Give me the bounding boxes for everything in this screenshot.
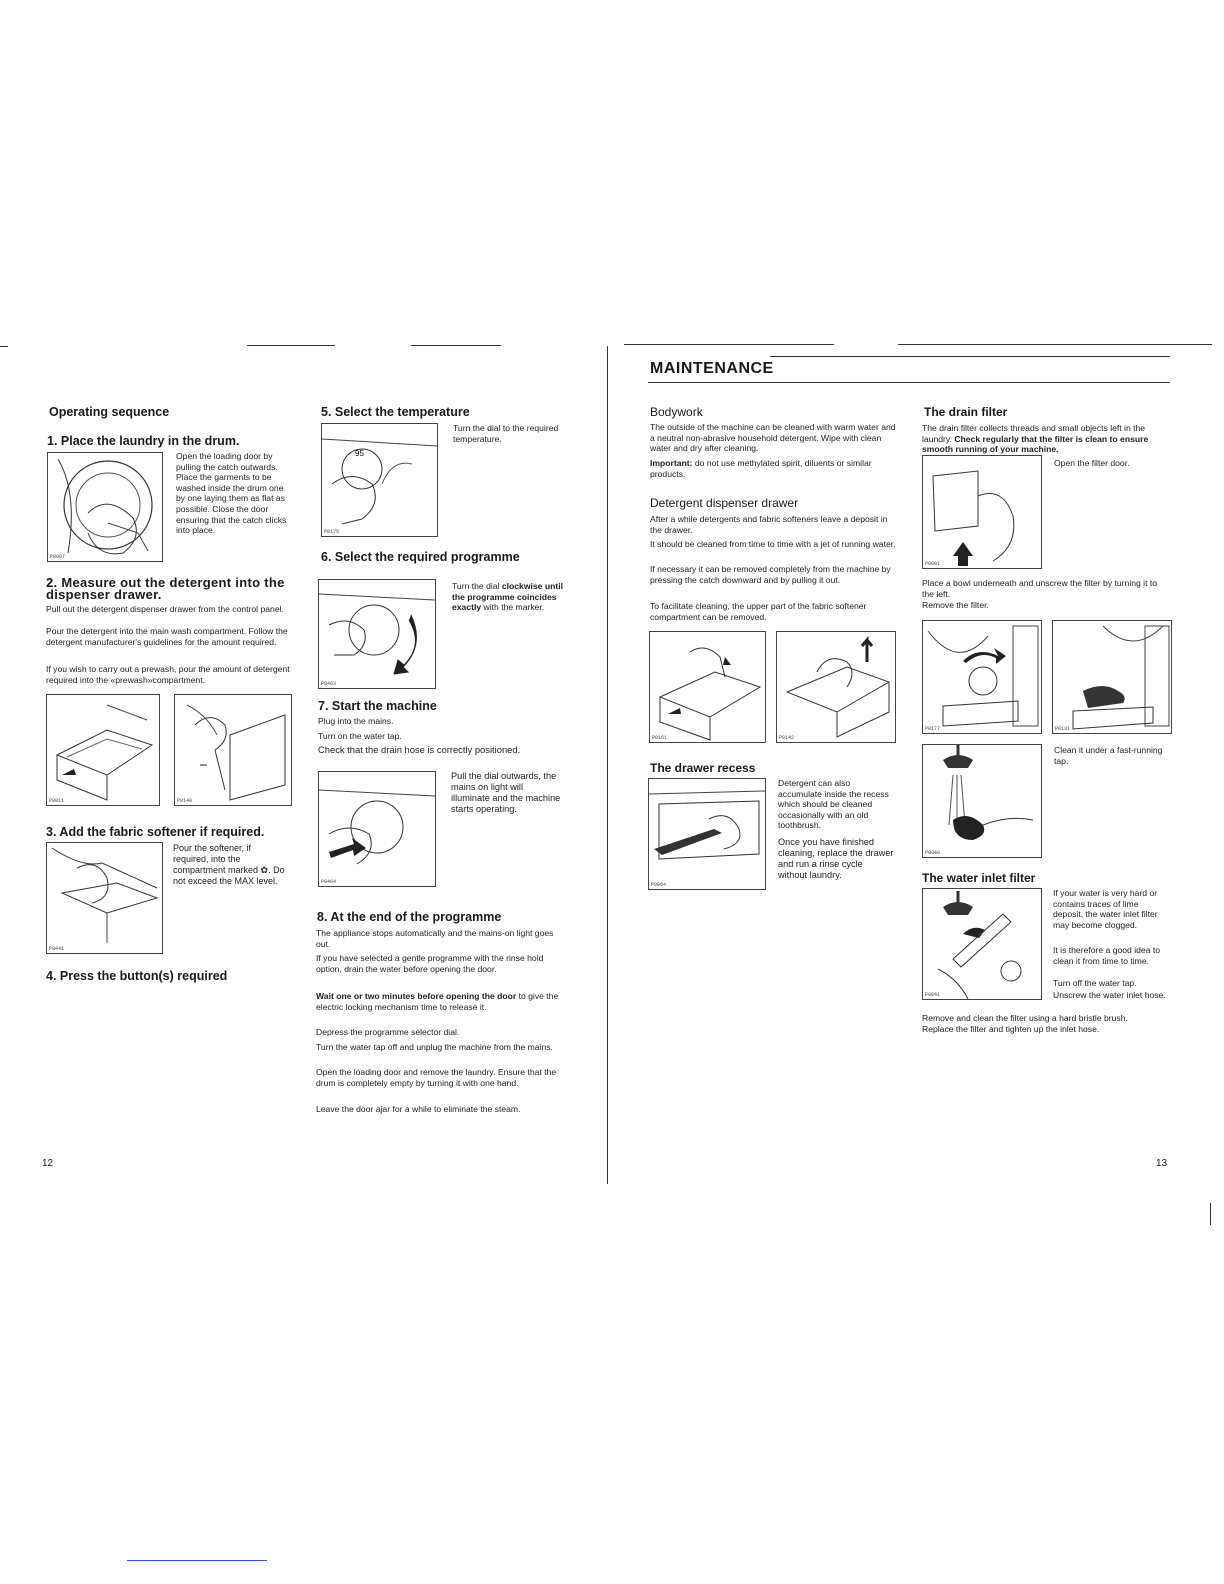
center-gutter-line	[607, 346, 608, 1184]
figure-code: P0064	[651, 882, 667, 888]
inlet-filter-heading: The water inlet filter	[922, 871, 1036, 885]
step8-text-5: Turn the water tap off and unplug the machine from the mains.	[316, 1042, 553, 1052]
figure-code: P0161	[652, 735, 668, 741]
figure-code: P0011	[49, 798, 65, 804]
maintenance-title-rule-bottom	[648, 382, 1170, 383]
page-number-left: 12	[42, 1158, 54, 1169]
drain-filter-text-4: Remove the filter.	[922, 600, 989, 610]
dispenser-text-1: After a while detergents and fabric softeners leave a deposit in the drawer.	[650, 514, 888, 535]
figure-load-laundry	[47, 452, 163, 562]
step5-heading: 5. Select the temperature	[321, 405, 470, 419]
figure-code: P0041	[925, 992, 941, 998]
step7-text-4: Pull the dial outwards, the mains on light will illuminate and the machine starts operating.	[451, 771, 561, 814]
drain-filter-heading: The drain filter	[924, 405, 1008, 419]
bottom-link-rule	[127, 1560, 267, 1561]
recess-text-1: Detergent can also accumulate inside the recess which should be cleaned occasionally with an old toothbrush.	[778, 778, 889, 831]
dispenser-heading: Detergent dispenser drawer	[650, 496, 799, 510]
step7-heading: 7. Start the machine	[318, 699, 437, 713]
inlet-filter-text-5: Remove and clean the filter using a hard bristle brush.	[922, 1013, 1128, 1023]
bodywork-text-2: Important: do not use methylated spirit, diluents or similar products.	[650, 458, 872, 479]
step5-text: Turn the dial to the required temperature.	[453, 423, 559, 444]
step2-text-1: Pull out the detergent dispenser drawer from the control panel.	[46, 604, 284, 614]
step2-heading: 2. Measure out the detergent into the dispenser drawer.	[46, 575, 285, 602]
figure-open-filter-door	[922, 455, 1042, 569]
figure-code: P0441	[49, 946, 65, 952]
step7-text-1: Plug into the mains.	[318, 716, 394, 726]
page-number-right: 13	[1156, 1158, 1168, 1169]
top-rule-right-1	[624, 344, 834, 345]
figure-pull-dial	[318, 771, 436, 887]
step2-text-2: Pour the detergent into the main wash compartment. Follow the detergent manufacturer's guidelines for the amount required.	[46, 626, 288, 647]
dispenser-text-2: It should be cleaned from time to time with a jet of running water.	[650, 539, 896, 549]
bodywork-heading: Bodywork	[650, 405, 703, 419]
maintenance-title: MAINTENANCE	[650, 360, 774, 377]
inlet-filter-text-6: Replace the filter and tighten up the inlet hose.	[922, 1024, 1100, 1034]
step7-text-2: Turn on the water tap.	[318, 731, 402, 741]
step3-text: Pour the softener, if required, into the compartment marked ✿. Do not exceed the MAX level.	[173, 843, 285, 886]
step8-text-3: Wait one or two minutes before opening the door to give the electric locking mechanism time to release it.	[316, 991, 559, 1012]
figure-temperature-dial	[321, 423, 438, 537]
figure-pull-drawer	[46, 694, 160, 806]
figure-programme-dial	[318, 579, 436, 689]
step8-text-7: Leave the door ajar for a while to eliminate the steam.	[316, 1104, 521, 1114]
maintenance-title-rule-top	[770, 356, 1170, 357]
figure-add-softener	[46, 842, 163, 954]
figure-clean-recess	[648, 778, 766, 890]
figure-code: P0177	[925, 726, 941, 732]
step8-text-2: If you have selected a gentle programme with the rinse hold option, drain the water before opening the door.	[316, 953, 544, 974]
step3-heading: 3. Add the fabric softener if required.	[46, 825, 265, 839]
drain-filter-text-3: Place a bowl underneath and unscrew the filter by turning it to the left.	[922, 578, 1158, 599]
step1-heading: 1. Place the laundry in the drum.	[47, 434, 240, 448]
figure-inlet-filter	[922, 888, 1042, 1000]
step8-heading: 8. At the end of the programme	[317, 910, 502, 924]
operating-sequence-title: Operating sequence	[49, 405, 170, 419]
figure-code: P0007	[50, 554, 66, 560]
step6-heading: 6. Select the required programme	[321, 550, 520, 564]
step4-heading: 4. Press the button(s) required	[46, 969, 228, 983]
figure-code: P0001	[925, 561, 941, 567]
recess-text-2: Once you have finished cleaning, replace the drawer and run a rinse cycle without laundry.	[778, 837, 894, 880]
step1-text: Open the loading door by pulling the catch outwards. Place the garments to be washed inside the drum one by one laying them as flat as possible. Close the door ensuring that the catch clicks into place.	[176, 451, 287, 536]
figure-code: P0175	[324, 529, 340, 535]
inlet-filter-text-4: Unscrew the water inlet hose.	[1053, 990, 1166, 1000]
top-rule-left-2	[411, 345, 501, 346]
drain-filter-text-5: Clean it under a fast-running tap.	[1054, 745, 1163, 766]
step8-text-1: The appliance stops automatically and the mains-on light goes out.	[316, 928, 554, 949]
inlet-filter-text-2: It is therefore a good idea to clean it from time to time.	[1053, 945, 1161, 966]
right-edge-mark	[1210, 1203, 1211, 1225]
figure-remove-drawer	[649, 631, 766, 743]
bodywork-text-1: The outside of the machine can be cleaned with warm water and a neutral non-abrasive household detergent. Wipe with clean water and dry after cleaning.	[650, 422, 896, 454]
step2-text-3: If you wish to carry out a prewash, pour the amount of detergent required into the «prewash»compartment.	[46, 664, 290, 685]
figure-remove-filter	[1052, 620, 1172, 734]
figure-rinse-filter	[922, 744, 1042, 858]
dispenser-text-4: To facilitate cleaning, the upper part of the fabric softener compartment can be removed.	[650, 601, 867, 622]
svg-text:95: 95	[355, 449, 364, 458]
step8-text-6: Open the loading door and remove the laundry. Ensure that the drum is completely empty by turning it with one hand.	[316, 1067, 557, 1088]
drain-filter-text-1: The drain filter collects threads and small objects left in the laundry. Check regularly that the filter is clean to ensure smooth running of your machine.	[922, 423, 1149, 455]
step8-text-4: Depress the programme selector dial.	[316, 1027, 460, 1037]
top-rule-left-1	[247, 345, 335, 346]
figure-code: P0463	[321, 681, 337, 687]
top-rule-right-2	[898, 344, 1212, 345]
drain-filter-text-2: Open the filter door.	[1054, 458, 1130, 468]
figure-remove-softener-cover	[776, 631, 896, 743]
figure-code: P0464	[321, 879, 337, 885]
figure-code: P0142	[779, 735, 795, 741]
inlet-filter-text-1: If your water is very hard or contains traces of lime deposit, the water inlet filter may become clogged.	[1053, 888, 1158, 930]
figure-code: P0131	[1055, 726, 1071, 732]
figure-pour-detergent	[174, 694, 292, 806]
top-rule-left-edge	[0, 346, 8, 347]
dispenser-text-3: If necessary it can be removed completely from the machine by pressing the catch downward and by pulling it out.	[650, 564, 891, 585]
recess-heading: The drawer recess	[650, 761, 756, 775]
figure-code: P0140	[177, 798, 193, 804]
figure-unscrew-filter	[922, 620, 1042, 734]
inlet-filter-text-3: Turn off the water tap.	[1053, 978, 1137, 988]
step6-text: Turn the dial clockwise until the programme coincides exactly with the marker.	[452, 581, 563, 613]
step7-text-3: Check that the drain hose is correctly positioned.	[318, 744, 521, 755]
figure-code: P0048	[925, 850, 941, 856]
